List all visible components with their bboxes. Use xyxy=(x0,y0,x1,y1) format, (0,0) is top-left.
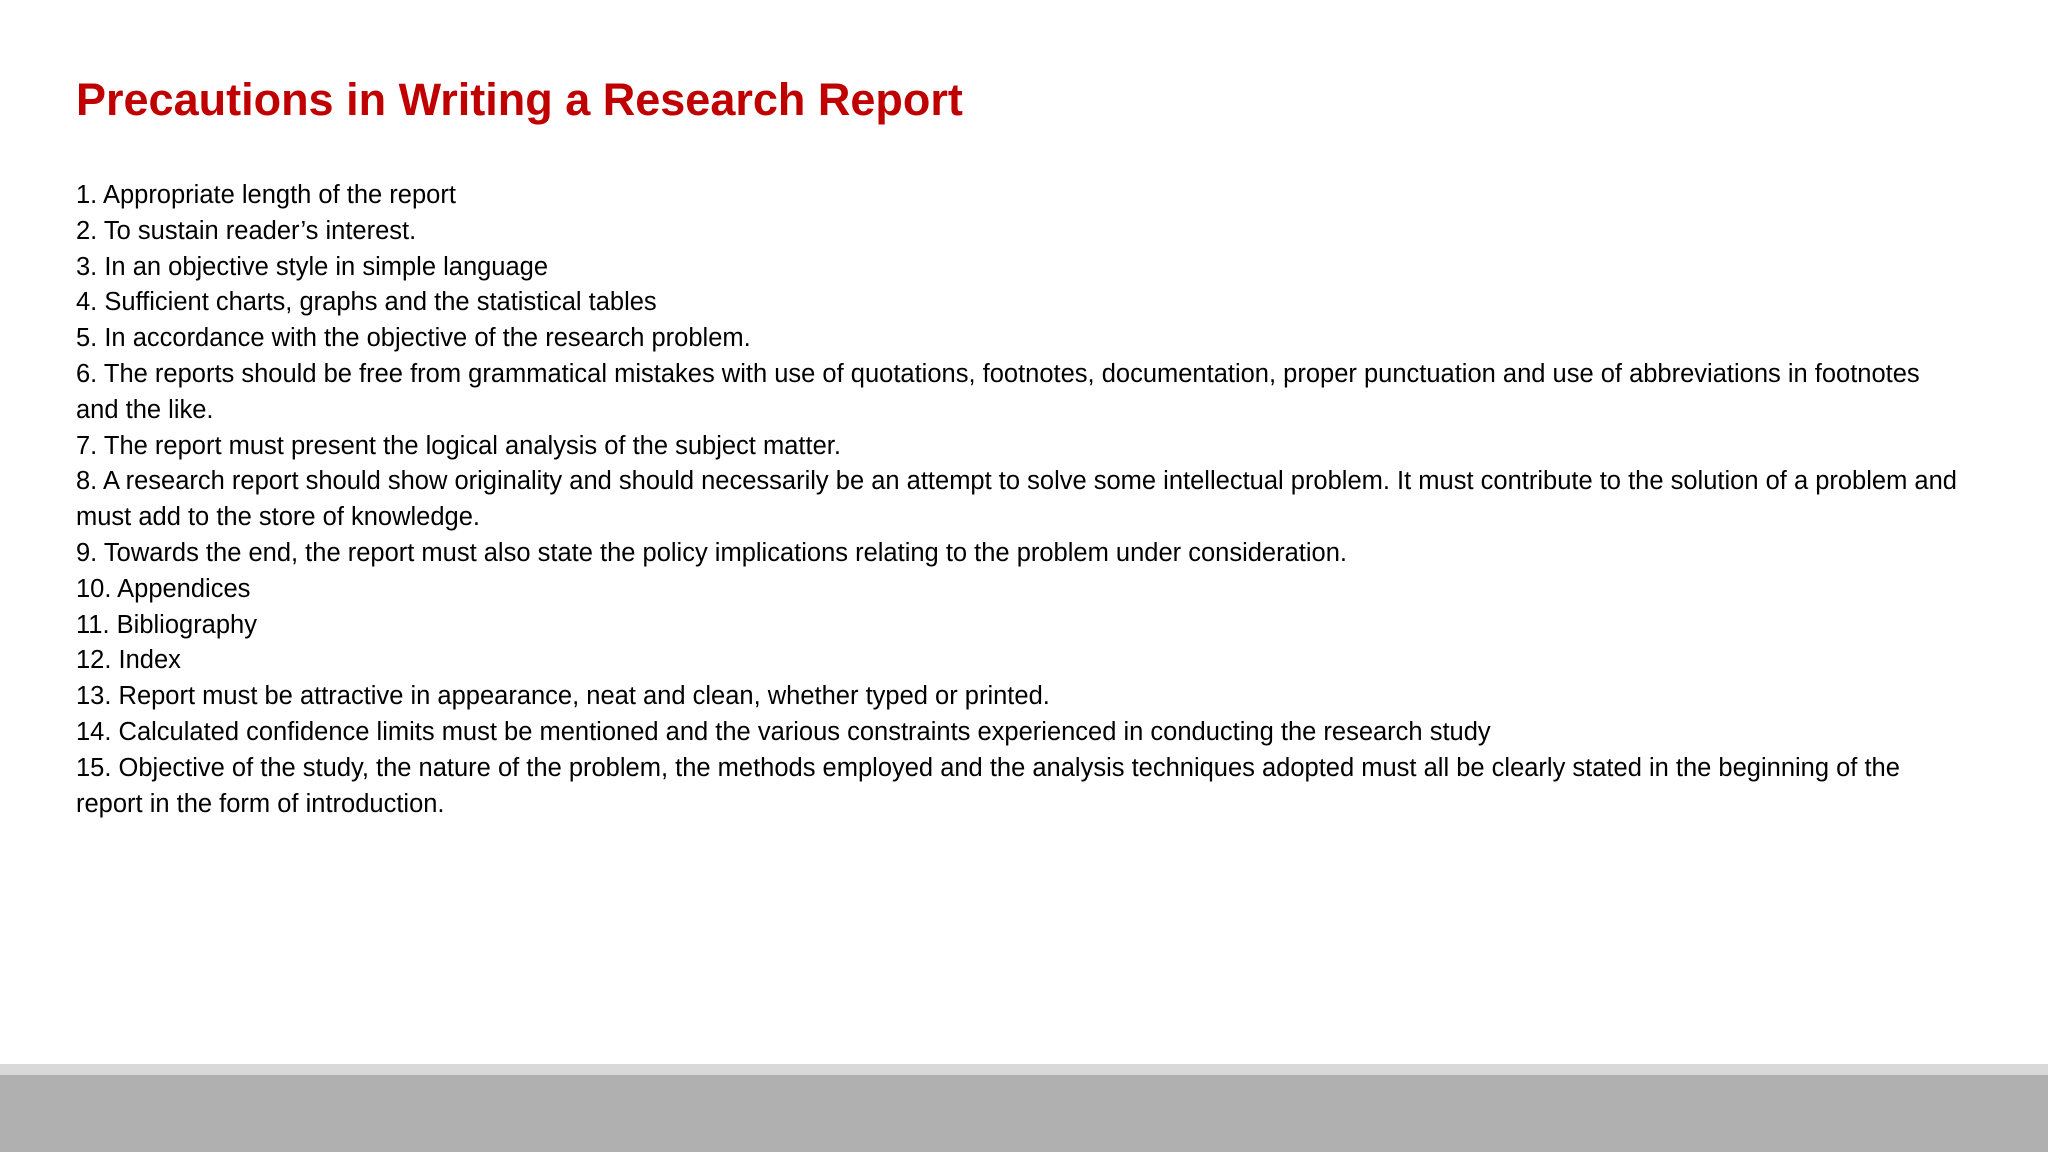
list-item: 7. The report must present the logical analysis of the subject matter. xyxy=(76,431,841,460)
list-item: 9. Towards the end, the report must also state the policy implications relating to the problem under consideration. xyxy=(76,538,1347,567)
list-item: 15. Objective of the study, the nature of the problem, the methods employed and the analysis techniques adopted must all be clearly stated in the beginning of the report in the form of introduction. xyxy=(76,753,1900,818)
footer-stripe xyxy=(0,1064,2048,1075)
list-item: 3. In an objective style in simple language xyxy=(76,252,549,281)
list-item: 11. Bibliography xyxy=(76,610,257,639)
slide-title: Precautions in Writing a Research Report xyxy=(76,74,963,125)
list-item: 2. To sustain reader’s interest. xyxy=(76,216,417,245)
list-item: 12. Index xyxy=(76,646,181,675)
list-item: 10. Appendices xyxy=(76,574,251,603)
list-item: 6. The reports should be free from grammatical mistakes with use of quotations, footnotes, documentation, proper punctuation and use of abbreviations in footnotes and the like. xyxy=(76,359,1920,424)
footer-bar xyxy=(0,1075,2048,1152)
list-item: 5. In accordance with the objective of the research problem. xyxy=(76,324,751,353)
list-item: 8. A research report should show originality and should necessarily be an attempt to solve some intellectual problem. It must contribute to the solution of a problem and must add to the store of knowledge. xyxy=(76,467,1957,532)
list-item: 1. Appropriate length of the report xyxy=(76,181,456,209)
precautions-list xyxy=(76,178,1966,822)
list-item: 4. Sufficient charts, graphs and the statistical tables xyxy=(76,288,657,317)
list-item: 13. Report must be attractive in appearance, neat and clean, whether typed or printed. xyxy=(76,682,1050,711)
list-item: 14. Calculated confidence limits must be mentioned and the various constraints experienced in conducting the research study xyxy=(76,717,1491,746)
